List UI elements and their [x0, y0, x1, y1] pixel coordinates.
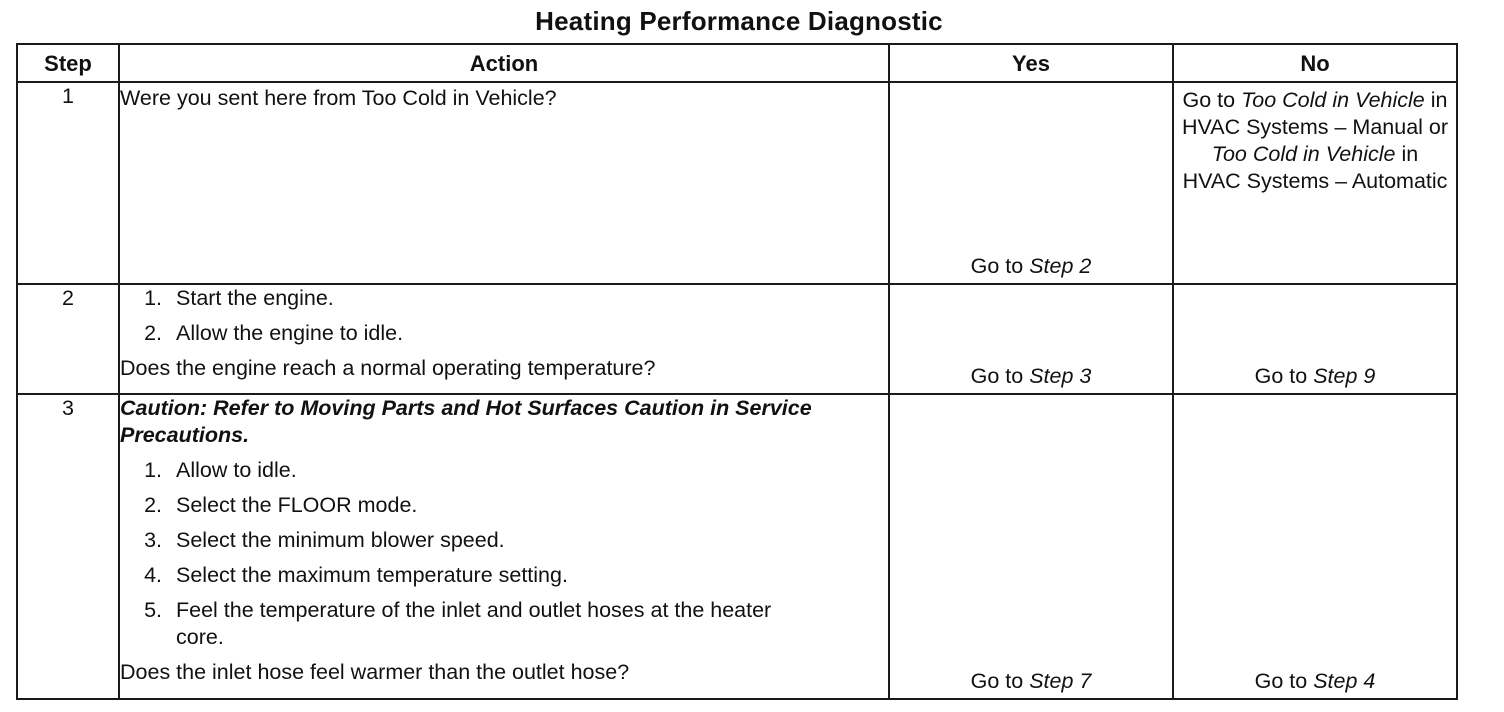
table-row — [17, 82, 1457, 284]
list-item — [120, 527, 820, 554]
doc-reference-link[interactable]: Too Cold in Vehicle — [1211, 142, 1396, 166]
no-prefix: Go to — [1254, 364, 1314, 388]
list-item — [120, 562, 820, 589]
list-number: 2. — [144, 321, 162, 345]
action-question: Were you sent here from Too Cold in Vehicle? — [120, 86, 557, 110]
list-text: Select the minimum blower speed. — [176, 528, 505, 552]
yes-prefix: Go to — [970, 254, 1030, 278]
list-text: Allow to idle. — [176, 458, 297, 482]
no-cell — [1173, 82, 1457, 284]
list-number: 3. — [144, 528, 162, 552]
step-reference-link[interactable]: Step 2 — [1029, 254, 1092, 278]
yes-cell — [889, 284, 1173, 394]
list-text: Start the engine. — [176, 286, 334, 310]
header-yes: Yes — [889, 44, 1173, 82]
yes-cell — [889, 82, 1173, 284]
list-text: Select the maximum temperature setting. — [176, 563, 568, 587]
instruction-list — [120, 457, 820, 651]
step-reference-link[interactable]: Step 4 — [1313, 669, 1376, 693]
action-question: Does the engine reach a normal operating temperature? — [120, 356, 656, 380]
list-item — [120, 285, 888, 312]
table-row — [17, 394, 1457, 699]
list-number: 4. — [144, 563, 162, 587]
doc-reference-link[interactable]: Too Cold in Vehicle — [1241, 88, 1425, 112]
no-prefix: Go to — [1254, 669, 1314, 693]
yes-cell — [889, 394, 1173, 699]
header-step: Step — [17, 44, 119, 82]
page-title: Heating Performance Diagnostic — [535, 6, 943, 36]
list-number: 5. — [144, 598, 162, 622]
step-reference-link[interactable]: Step 9 — [1313, 364, 1376, 388]
step-number: 3 — [17, 394, 119, 699]
step-reference-link[interactable]: Step 3 — [1029, 364, 1092, 388]
action-question: Does the inlet hose feel warmer than the outlet hose? — [120, 660, 630, 684]
list-item — [120, 457, 820, 484]
list-number: 2. — [144, 493, 162, 517]
no-result — [1174, 668, 1456, 695]
list-number: 1. — [144, 458, 162, 482]
no-cell — [1173, 394, 1457, 699]
yes-result — [890, 253, 1172, 280]
yes-result — [890, 363, 1172, 390]
list-text: Select the FLOOR mode. — [176, 493, 418, 517]
table-row — [17, 284, 1457, 394]
yes-result — [890, 668, 1172, 695]
action-cell — [119, 284, 889, 394]
list-item — [120, 597, 820, 651]
action-cell — [119, 82, 889, 284]
table-header-row — [17, 44, 1457, 82]
no-cell — [1173, 284, 1457, 394]
list-text: Feel the temperature of the inlet and outlet hoses at the heater core. — [176, 598, 772, 649]
no-result — [1174, 83, 1456, 195]
no-result — [1174, 363, 1456, 390]
step-reference-link[interactable]: Step 7 — [1029, 669, 1092, 693]
no-text: in HVAC Systems – Automatic — [1182, 142, 1448, 193]
caution-note: Caution: Refer to Moving Parts and Hot Surfaces Caution in Service Precautions. — [120, 396, 812, 447]
no-text: Go to — [1182, 88, 1242, 112]
header-action: Action — [119, 44, 889, 82]
header-no: No — [1173, 44, 1457, 82]
step-number: 1 — [17, 82, 119, 284]
list-item — [120, 320, 888, 347]
yes-prefix: Go to — [970, 669, 1030, 693]
action-cell — [119, 394, 889, 699]
instruction-list — [120, 285, 888, 347]
list-number: 1. — [144, 286, 162, 310]
list-text: Allow the engine to idle. — [176, 321, 404, 345]
list-item — [120, 492, 820, 519]
diagnostic-table — [16, 43, 1458, 700]
yes-prefix: Go to — [970, 364, 1030, 388]
no-text: in HVAC Systems – Manual or — [1181, 88, 1449, 139]
step-number: 2 — [17, 284, 119, 394]
